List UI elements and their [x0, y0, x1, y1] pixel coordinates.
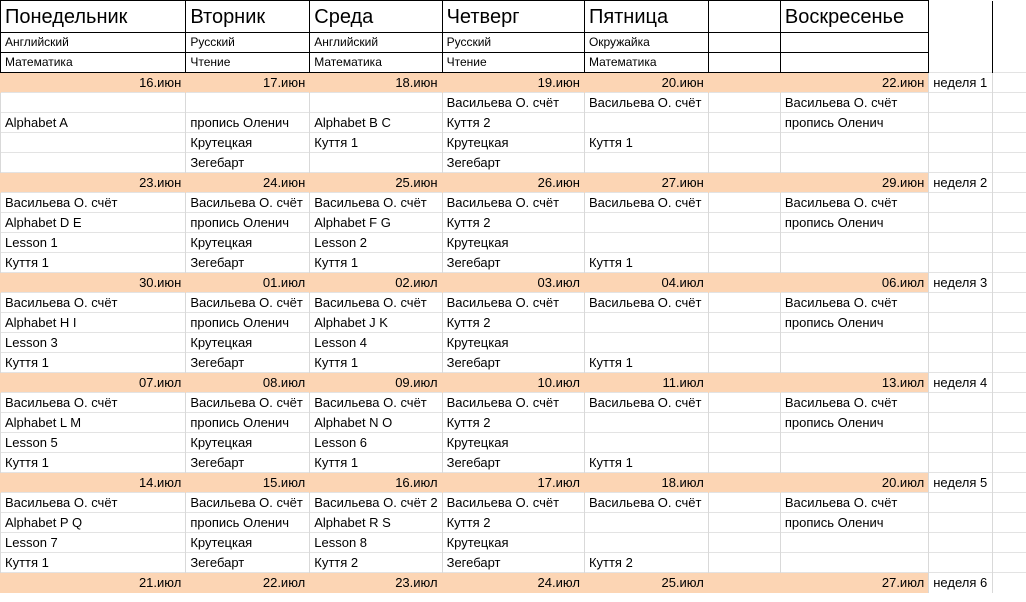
lesson-cell[interactable]: Alphabet H I: [1, 313, 186, 333]
lesson-cell[interactable]: Крутецкая: [442, 233, 584, 253]
lesson-cell[interactable]: Васильева О. счёт: [442, 293, 584, 313]
lesson-cell[interactable]: Зегебарт: [186, 353, 310, 373]
date-cell[interactable]: 04.июл: [584, 273, 708, 293]
lesson-cell[interactable]: Куття 2: [442, 113, 584, 133]
lesson-cell[interactable]: Васильева О. счёт: [1, 393, 186, 413]
subject-cell[interactable]: Чтение: [442, 53, 584, 73]
lesson-cell[interactable]: [708, 513, 780, 533]
lesson-cell[interactable]: [1, 133, 186, 153]
lesson-cell[interactable]: Куття 1: [310, 353, 442, 373]
lesson-cell[interactable]: [708, 313, 780, 333]
day-header-cell[interactable]: [708, 1, 780, 33]
lesson-cell[interactable]: [780, 153, 928, 173]
lesson-cell[interactable]: Васильева О. счёт: [310, 193, 442, 213]
lesson-cell[interactable]: Куття 1: [1, 553, 186, 573]
empty-cell[interactable]: [929, 433, 993, 453]
empty-cell[interactable]: [929, 453, 993, 473]
date-cell[interactable]: 29.июн: [780, 173, 928, 193]
date-cell[interactable]: [708, 373, 780, 393]
lesson-cell[interactable]: Зегебарт: [442, 453, 584, 473]
lesson-cell[interactable]: Крутецкая: [442, 433, 584, 453]
lesson-cell[interactable]: Куття 2: [442, 313, 584, 333]
lesson-cell[interactable]: Васильева О. счёт: [442, 193, 584, 213]
empty-cell[interactable]: [993, 193, 1026, 213]
lesson-cell[interactable]: Васильева О. счёт: [584, 393, 708, 413]
lesson-cell[interactable]: [708, 553, 780, 573]
week-label-cell[interactable]: неделя 3: [929, 273, 993, 293]
date-cell[interactable]: 24.июл: [442, 573, 584, 593]
lesson-cell[interactable]: Васильева О. счёт: [780, 193, 928, 213]
empty-cell[interactable]: [929, 213, 993, 233]
lesson-cell[interactable]: Васильева О. счёт: [584, 93, 708, 113]
day-header-cell[interactable]: Воскресенье: [780, 1, 928, 33]
date-cell[interactable]: 07.июл: [1, 373, 186, 393]
lesson-cell[interactable]: [1, 153, 186, 173]
lesson-cell[interactable]: [708, 193, 780, 213]
lesson-cell[interactable]: Зегебарт: [186, 253, 310, 273]
lesson-cell[interactable]: Куття 1: [584, 133, 708, 153]
lesson-row: [1, 353, 1026, 373]
empty-cell[interactable]: [993, 53, 1026, 73]
lesson-cell[interactable]: Васильева О. счёт: [780, 93, 928, 113]
date-cell[interactable]: 22.июл: [186, 573, 310, 593]
lesson-cell[interactable]: Куття 1: [310, 253, 442, 273]
lesson-cell[interactable]: Alphabet R S: [310, 513, 442, 533]
lesson-cell[interactable]: [708, 453, 780, 473]
lesson-row: [1, 313, 1026, 333]
empty-cell[interactable]: [993, 293, 1026, 313]
lesson-cell[interactable]: Зегебарт: [442, 553, 584, 573]
lesson-cell[interactable]: [780, 433, 928, 453]
subject-cell[interactable]: [708, 53, 780, 73]
lesson-cell[interactable]: [584, 333, 708, 353]
date-cell[interactable]: 17.июн: [186, 73, 310, 93]
lesson-cell[interactable]: Alphabet F G: [310, 213, 442, 233]
lesson-cell[interactable]: Крутецкая: [186, 133, 310, 153]
lesson-cell[interactable]: [708, 213, 780, 233]
lesson-cell[interactable]: [780, 453, 928, 473]
empty-cell[interactable]: [929, 253, 993, 273]
date-row: [1, 173, 1026, 193]
lesson-cell[interactable]: Alphabet A: [1, 113, 186, 133]
lesson-row: [1, 533, 1026, 553]
lesson-cell[interactable]: [584, 513, 708, 533]
empty-cell[interactable]: [993, 213, 1026, 233]
date-cell[interactable]: 13.июл: [780, 373, 928, 393]
empty-cell[interactable]: [929, 33, 993, 53]
lesson-cell[interactable]: [708, 133, 780, 153]
lesson-row: [1, 213, 1026, 233]
empty-cell[interactable]: [929, 393, 993, 413]
lesson-cell[interactable]: Куття 2: [584, 553, 708, 573]
lesson-cell[interactable]: Васильева О. счёт: [584, 493, 708, 513]
empty-cell[interactable]: [929, 493, 993, 513]
empty-cell[interactable]: [929, 193, 993, 213]
date-row: [1, 473, 1026, 493]
subject-cell[interactable]: [780, 53, 928, 73]
lesson-cell[interactable]: [708, 533, 780, 553]
date-row: [1, 273, 1026, 293]
date-cell[interactable]: [708, 473, 780, 493]
lesson-cell[interactable]: пропись Оленич: [186, 413, 310, 433]
lesson-cell[interactable]: [1, 93, 186, 113]
subject-cell[interactable]: Математика: [584, 53, 708, 73]
lesson-cell[interactable]: Куття 2: [442, 513, 584, 533]
empty-cell[interactable]: [993, 353, 1026, 373]
lesson-cell[interactable]: Васильева О. счёт: [442, 393, 584, 413]
lesson-cell[interactable]: Васильева О. счёт: [310, 293, 442, 313]
lesson-row: [1, 493, 1026, 513]
date-cell[interactable]: 27.июл: [780, 573, 928, 593]
date-cell[interactable]: 02.июл: [310, 273, 442, 293]
day-header-cell[interactable]: Четверг: [442, 1, 584, 33]
subject-cell[interactable]: Русский: [442, 33, 584, 53]
date-cell[interactable]: 08.июл: [186, 373, 310, 393]
lesson-cell[interactable]: Васильева О. счёт: [1, 493, 186, 513]
subject-cell[interactable]: Английский: [310, 33, 442, 53]
date-cell[interactable]: 10.июл: [442, 373, 584, 393]
empty-cell[interactable]: [929, 113, 993, 133]
empty-cell[interactable]: [929, 513, 993, 533]
lesson-cell[interactable]: Васильева О. счёт: [780, 293, 928, 313]
lesson-cell[interactable]: Зегебарт: [442, 353, 584, 373]
lesson-cell[interactable]: Зегебарт: [442, 253, 584, 273]
empty-cell[interactable]: [993, 1, 1026, 33]
date-row: [1, 373, 1026, 393]
lesson-cell[interactable]: Зегебарт: [186, 153, 310, 173]
lesson-cell[interactable]: Зегебарт: [186, 553, 310, 573]
lesson-cell[interactable]: [708, 413, 780, 433]
lesson-cell[interactable]: Куття 1: [310, 133, 442, 153]
empty-cell[interactable]: [993, 173, 1026, 193]
day-header-cell[interactable]: Вторник: [186, 1, 310, 33]
lesson-cell[interactable]: Васильева О. счёт: [780, 493, 928, 513]
subject-row: [1, 53, 1026, 73]
week-label-cell[interactable]: неделя 5: [929, 473, 993, 493]
lesson-row: [1, 253, 1026, 273]
lesson-cell[interactable]: [708, 433, 780, 453]
subject-row: [1, 33, 1026, 53]
lesson-row: [1, 413, 1026, 433]
date-cell[interactable]: 20.июн: [584, 73, 708, 93]
date-cell[interactable]: 09.июл: [310, 373, 442, 393]
day-header-cell[interactable]: Пятница: [584, 1, 708, 33]
date-cell[interactable]: 23.июн: [1, 173, 186, 193]
empty-cell[interactable]: [929, 1, 993, 33]
date-cell[interactable]: 24.июн: [186, 173, 310, 193]
empty-cell[interactable]: [993, 373, 1026, 393]
lesson-cell[interactable]: Васильева О. счёт: [186, 493, 310, 513]
lesson-cell[interactable]: [780, 133, 928, 153]
date-cell[interactable]: 03.июл: [442, 273, 584, 293]
lesson-row: [1, 393, 1026, 413]
empty-cell[interactable]: [929, 233, 993, 253]
empty-cell[interactable]: [993, 133, 1026, 153]
lesson-cell[interactable]: Куття 2: [442, 413, 584, 433]
lesson-cell[interactable]: пропись Оленич: [186, 213, 310, 233]
empty-cell[interactable]: [993, 533, 1026, 553]
date-cell[interactable]: 22.июн: [780, 73, 928, 93]
lesson-row: [1, 193, 1026, 213]
empty-cell[interactable]: [993, 233, 1026, 253]
week-label-cell[interactable]: неделя 4: [929, 373, 993, 393]
lesson-cell[interactable]: Куття 1: [1, 253, 186, 273]
lesson-cell[interactable]: Крутецкая: [442, 333, 584, 353]
lesson-cell[interactable]: Lesson 6: [310, 433, 442, 453]
subject-cell[interactable]: Английский: [1, 33, 186, 53]
lesson-cell[interactable]: Васильева О. счёт: [310, 393, 442, 413]
empty-cell[interactable]: [993, 573, 1026, 593]
date-row: [1, 573, 1026, 593]
lesson-cell[interactable]: Куття 2: [442, 213, 584, 233]
lesson-cell[interactable]: Васильева О. счёт: [186, 293, 310, 313]
date-cell[interactable]: [708, 73, 780, 93]
lesson-cell[interactable]: Alphabet B C: [310, 113, 442, 133]
empty-cell[interactable]: [993, 313, 1026, 333]
lesson-cell[interactable]: [708, 233, 780, 253]
empty-cell[interactable]: [993, 393, 1026, 413]
lesson-row: [1, 453, 1026, 473]
lesson-cell[interactable]: Крутецкая: [186, 533, 310, 553]
lesson-cell[interactable]: Alphabet N O: [310, 413, 442, 433]
lesson-cell[interactable]: пропись Оленич: [780, 213, 928, 233]
date-cell[interactable]: 16.июл: [310, 473, 442, 493]
date-cell[interactable]: [708, 573, 780, 593]
empty-cell[interactable]: [993, 493, 1026, 513]
empty-cell[interactable]: [993, 153, 1026, 173]
lesson-cell[interactable]: [584, 113, 708, 133]
empty-cell[interactable]: [929, 293, 993, 313]
lesson-cell[interactable]: [310, 153, 442, 173]
date-cell[interactable]: 14.июл: [1, 473, 186, 493]
lesson-cell[interactable]: [780, 333, 928, 353]
lesson-cell[interactable]: [584, 313, 708, 333]
empty-cell[interactable]: [993, 553, 1026, 573]
lesson-cell[interactable]: Крутецкая: [186, 233, 310, 253]
date-row: [1, 73, 1026, 93]
lesson-cell[interactable]: Крутецкая: [186, 433, 310, 453]
lesson-cell[interactable]: Васильева О. счёт: [1, 193, 186, 213]
lesson-cell[interactable]: Крутецкая: [186, 333, 310, 353]
lesson-cell[interactable]: пропись Оленич: [186, 513, 310, 533]
date-cell[interactable]: 15.июл: [186, 473, 310, 493]
date-cell[interactable]: 17.июл: [442, 473, 584, 493]
lesson-row: [1, 113, 1026, 133]
subject-cell[interactable]: Математика: [1, 53, 186, 73]
lesson-row: [1, 233, 1026, 253]
lesson-cell[interactable]: Lesson 8: [310, 533, 442, 553]
lesson-cell[interactable]: Зегебарт: [186, 453, 310, 473]
empty-cell[interactable]: [929, 313, 993, 333]
date-cell[interactable]: 26.июн: [442, 173, 584, 193]
lesson-cell[interactable]: Lesson 1: [1, 233, 186, 253]
lesson-cell[interactable]: Куття 2: [310, 553, 442, 573]
lesson-row: [1, 513, 1026, 533]
date-cell[interactable]: 23.июл: [310, 573, 442, 593]
lesson-cell[interactable]: [584, 153, 708, 173]
empty-cell[interactable]: [993, 333, 1026, 353]
lesson-cell[interactable]: [780, 353, 928, 373]
lesson-cell[interactable]: Lesson 7: [1, 533, 186, 553]
date-cell[interactable]: 25.июл: [584, 573, 708, 593]
lesson-cell[interactable]: Куття 1: [584, 453, 708, 473]
day-header-row: [1, 1, 1026, 33]
lesson-cell[interactable]: пропись Оленич: [780, 113, 928, 133]
lesson-cell[interactable]: [584, 233, 708, 253]
lesson-cell[interactable]: пропись Оленич: [780, 513, 928, 533]
empty-cell[interactable]: [993, 93, 1026, 113]
lesson-cell[interactable]: Зегебарт: [442, 153, 584, 173]
lesson-cell[interactable]: Lesson 5: [1, 433, 186, 453]
lesson-cell[interactable]: пропись Оленич: [780, 413, 928, 433]
lesson-cell[interactable]: [708, 493, 780, 513]
empty-cell[interactable]: [929, 93, 993, 113]
date-cell[interactable]: [708, 173, 780, 193]
date-cell[interactable]: 30.июн: [1, 273, 186, 293]
empty-cell[interactable]: [929, 333, 993, 353]
subject-cell[interactable]: Окружайка: [584, 33, 708, 53]
lesson-row: [1, 293, 1026, 313]
lesson-cell[interactable]: [708, 333, 780, 353]
lesson-cell[interactable]: Васильева О. счёт: [442, 493, 584, 513]
date-cell[interactable]: 19.июн: [442, 73, 584, 93]
date-cell[interactable]: 20.июл: [780, 473, 928, 493]
lesson-cell[interactable]: Alphabet P Q: [1, 513, 186, 533]
lesson-cell[interactable]: [708, 393, 780, 413]
lesson-cell[interactable]: Васильева О. счёт: [186, 193, 310, 213]
lesson-cell[interactable]: [584, 213, 708, 233]
lesson-cell[interactable]: пропись Оленич: [780, 313, 928, 333]
date-cell[interactable]: 18.июл: [584, 473, 708, 493]
lesson-cell[interactable]: Крутецкая: [442, 533, 584, 553]
lesson-row: [1, 333, 1026, 353]
subject-cell[interactable]: [780, 33, 928, 53]
week-label-cell[interactable]: неделя 1: [929, 73, 993, 93]
lesson-cell[interactable]: Alphabet L M: [1, 413, 186, 433]
lesson-cell[interactable]: [584, 433, 708, 453]
empty-cell[interactable]: [929, 553, 993, 573]
lesson-cell[interactable]: Васильева О. счёт: [186, 393, 310, 413]
empty-cell[interactable]: [929, 133, 993, 153]
date-cell[interactable]: 27.июн: [584, 173, 708, 193]
empty-cell[interactable]: [993, 113, 1026, 133]
empty-cell[interactable]: [993, 253, 1026, 273]
week-label-cell[interactable]: неделя 6: [929, 573, 993, 593]
lesson-cell[interactable]: Васильева О. счёт: [780, 393, 928, 413]
lesson-cell[interactable]: [780, 253, 928, 273]
subject-cell[interactable]: Русский: [186, 33, 310, 53]
empty-cell[interactable]: [929, 153, 993, 173]
date-cell[interactable]: 21.июл: [1, 573, 186, 593]
empty-cell[interactable]: [993, 413, 1026, 433]
subject-cell[interactable]: [708, 33, 780, 53]
lesson-cell[interactable]: [310, 93, 442, 113]
subject-cell[interactable]: Математика: [310, 53, 442, 73]
date-cell[interactable]: 06.июл: [780, 273, 928, 293]
lesson-cell[interactable]: Куття 1: [584, 353, 708, 373]
lesson-cell[interactable]: Куття 1: [310, 453, 442, 473]
empty-cell[interactable]: [929, 53, 993, 73]
lesson-cell[interactable]: [780, 233, 928, 253]
lesson-cell[interactable]: [708, 293, 780, 313]
lesson-cell[interactable]: [584, 413, 708, 433]
lesson-cell[interactable]: Alphabet D E: [1, 213, 186, 233]
date-cell[interactable]: 25.июн: [310, 173, 442, 193]
lesson-cell[interactable]: [708, 153, 780, 173]
lesson-cell[interactable]: Alphabet J K: [310, 313, 442, 333]
empty-cell[interactable]: [929, 533, 993, 553]
lesson-cell[interactable]: [708, 113, 780, 133]
empty-cell[interactable]: [929, 353, 993, 373]
lesson-cell[interactable]: [708, 253, 780, 273]
subject-cell[interactable]: Чтение: [186, 53, 310, 73]
date-cell[interactable]: 16.июн: [1, 73, 186, 93]
date-cell[interactable]: 01.июл: [186, 273, 310, 293]
empty-cell[interactable]: [993, 73, 1026, 93]
lesson-cell[interactable]: Куття 1: [1, 453, 186, 473]
lesson-cell[interactable]: [186, 93, 310, 113]
lesson-cell[interactable]: [708, 353, 780, 373]
lesson-cell[interactable]: Крутецкая: [442, 133, 584, 153]
empty-cell[interactable]: [993, 273, 1026, 293]
lesson-cell[interactable]: [584, 533, 708, 553]
lesson-cell[interactable]: пропись Оленич: [186, 313, 310, 333]
day-header-cell[interactable]: Среда: [310, 1, 442, 33]
date-cell[interactable]: [708, 273, 780, 293]
week-label-cell[interactable]: неделя 2: [929, 173, 993, 193]
lesson-row: [1, 93, 1026, 113]
lesson-cell[interactable]: Васильева О. счёт: [584, 193, 708, 213]
date-cell[interactable]: 18.июн: [310, 73, 442, 93]
lesson-cell[interactable]: Lesson 2: [310, 233, 442, 253]
empty-cell[interactable]: [993, 33, 1026, 53]
date-cell[interactable]: 11.июл: [584, 373, 708, 393]
empty-cell[interactable]: [993, 513, 1026, 533]
empty-cell[interactable]: [993, 433, 1026, 453]
lesson-row: [1, 553, 1026, 573]
lesson-cell[interactable]: Васильева О. счёт: [584, 293, 708, 313]
lesson-cell[interactable]: Lesson 3: [1, 333, 186, 353]
lesson-cell[interactable]: Васильева О. счёт: [442, 93, 584, 113]
lesson-row: [1, 153, 1026, 173]
lesson-cell[interactable]: [780, 533, 928, 553]
lesson-cell[interactable]: [708, 93, 780, 113]
lesson-row: [1, 433, 1026, 453]
lesson-row: [1, 133, 1026, 153]
lesson-cell[interactable]: Васильева О. счёт: [1, 293, 186, 313]
day-header-cell[interactable]: Понедельник: [1, 1, 186, 33]
empty-cell[interactable]: [929, 413, 993, 433]
empty-cell[interactable]: [993, 453, 1026, 473]
lesson-cell[interactable]: пропись Оленич: [186, 113, 310, 133]
lesson-cell[interactable]: Васильева О. счёт 2: [310, 493, 442, 513]
lesson-cell[interactable]: Куття 1: [1, 353, 186, 373]
lesson-cell[interactable]: Lesson 4: [310, 333, 442, 353]
lesson-cell[interactable]: Куття 1: [584, 253, 708, 273]
empty-cell[interactable]: [993, 473, 1026, 493]
lesson-cell[interactable]: [780, 553, 928, 573]
